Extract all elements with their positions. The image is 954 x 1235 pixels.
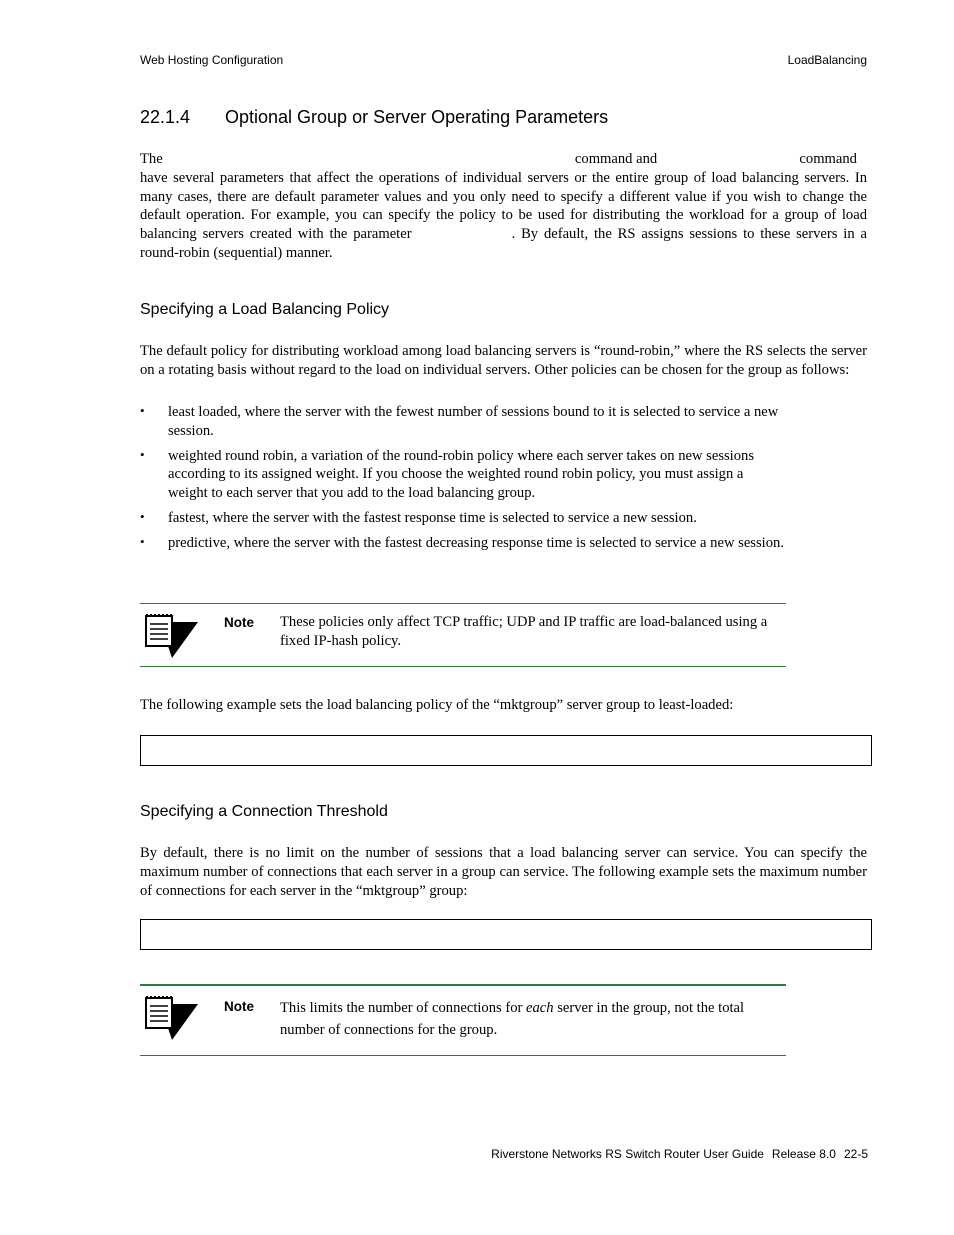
intro-paragraph — [140, 150, 867, 263]
note-text: These policies only affect TCP traffic; UDP and IP traffic are load-balanced using a fixed IP-hash policy. — [280, 614, 768, 649]
list-item-text: fastest, where the server with the fastest response time is selected to service a new session. — [168, 509, 697, 526]
section-heading — [140, 107, 608, 128]
running-header-left: Web Hosting Configuration — [140, 53, 284, 67]
intro-body-a: have several parameters that affect the operations of individual servers or the entire group of load balancing servers. In many cases, there are default parameter values and you only need to specify a different value if you wish to change the default operation. For example, you can specify the policy to be used for distributing the workload for a group of load balancing servers created with the parameter — [140, 169, 867, 243]
bullet-glyph: • — [140, 403, 145, 418]
threshold-example-code-box — [140, 919, 872, 950]
list-item-text: predictive, where the server with the fastest decreasing response time is selected to service a new session. — [168, 534, 784, 551]
bullet-glyph: • — [140, 533, 145, 549]
intro-word-the: The — [140, 151, 163, 167]
policy-example-code-box — [140, 735, 872, 766]
policy-paragraph: The default policy for distributing workload among load balancing servers is “round-robin,” where the RS selects the server on a rotating basis without regard to the load on individual servers. Other policies can be chosen for the group as follows: — [140, 343, 867, 378]
threshold-paragraph: By default, there is no limit on the number of sessions that a load balancing server can service. You can specify the maximum number of connections that each server in a group can service. The following example sets the maximum number of connections for each server in the “mktgroup” group: — [140, 845, 867, 899]
policy-note — [140, 603, 786, 667]
intro-body-b: . By default, the RS assigns sessions to these servers in a round-robin (sequential) manner. — [140, 226, 867, 261]
note-label: Note — [224, 999, 254, 1014]
policy-example-intro: The following example sets the load balancing policy of the “mktgroup” server group to least-loaded: — [140, 697, 734, 713]
list-item — [140, 534, 785, 553]
note-pad-icon — [142, 996, 198, 1040]
footer-guide-title: Riverstone Networks RS Switch Router User Guide — [491, 1147, 764, 1161]
intro-word-command-and: command and — [574, 151, 658, 167]
list-item-text: weighted round robin, a variation of the round-robin policy where each server takes on new sessions according to its assigned weight. If you choose the weighted round robin policy, you must assign a weight to each server that you add to the load balancing group. — [168, 447, 755, 502]
note-text-emphasis: each — [526, 1000, 554, 1016]
footer-release: Release 8.0 — [771, 1147, 836, 1161]
list-item-text: least loaded, where the server with the fewest number of sessions bound to it is selected to service a new session. — [168, 404, 779, 439]
list-item — [140, 403, 785, 441]
note-label: Note — [224, 615, 254, 630]
intro-word-command: command — [799, 151, 857, 167]
note-text-post: server in the group, not the total number of connections for the group. — [280, 1000, 745, 1038]
running-footer — [483, 1147, 868, 1161]
running-header-right: LoadBalancing — [787, 53, 867, 67]
policy-heading: Specifying a Load Balancing Policy — [140, 301, 390, 318]
intro-first-line — [140, 150, 867, 169]
threshold-heading: Specifying a Connection Threshold — [140, 803, 388, 820]
list-item — [140, 509, 785, 528]
section-title: Optional Group or Server Operating Parameters — [225, 107, 609, 127]
policy-list — [140, 403, 785, 559]
note-text-pre: This limits the number of connections for — [280, 1000, 527, 1016]
bullet-glyph: • — [140, 446, 145, 462]
section-number: 22.1.4 — [140, 107, 191, 127]
footer-page-number: 22-5 — [843, 1147, 868, 1161]
note-text — [280, 997, 785, 1041]
note-pad-icon — [142, 614, 198, 658]
threshold-note — [140, 984, 786, 1056]
list-item — [140, 447, 785, 503]
bullet-glyph: • — [140, 508, 145, 524]
